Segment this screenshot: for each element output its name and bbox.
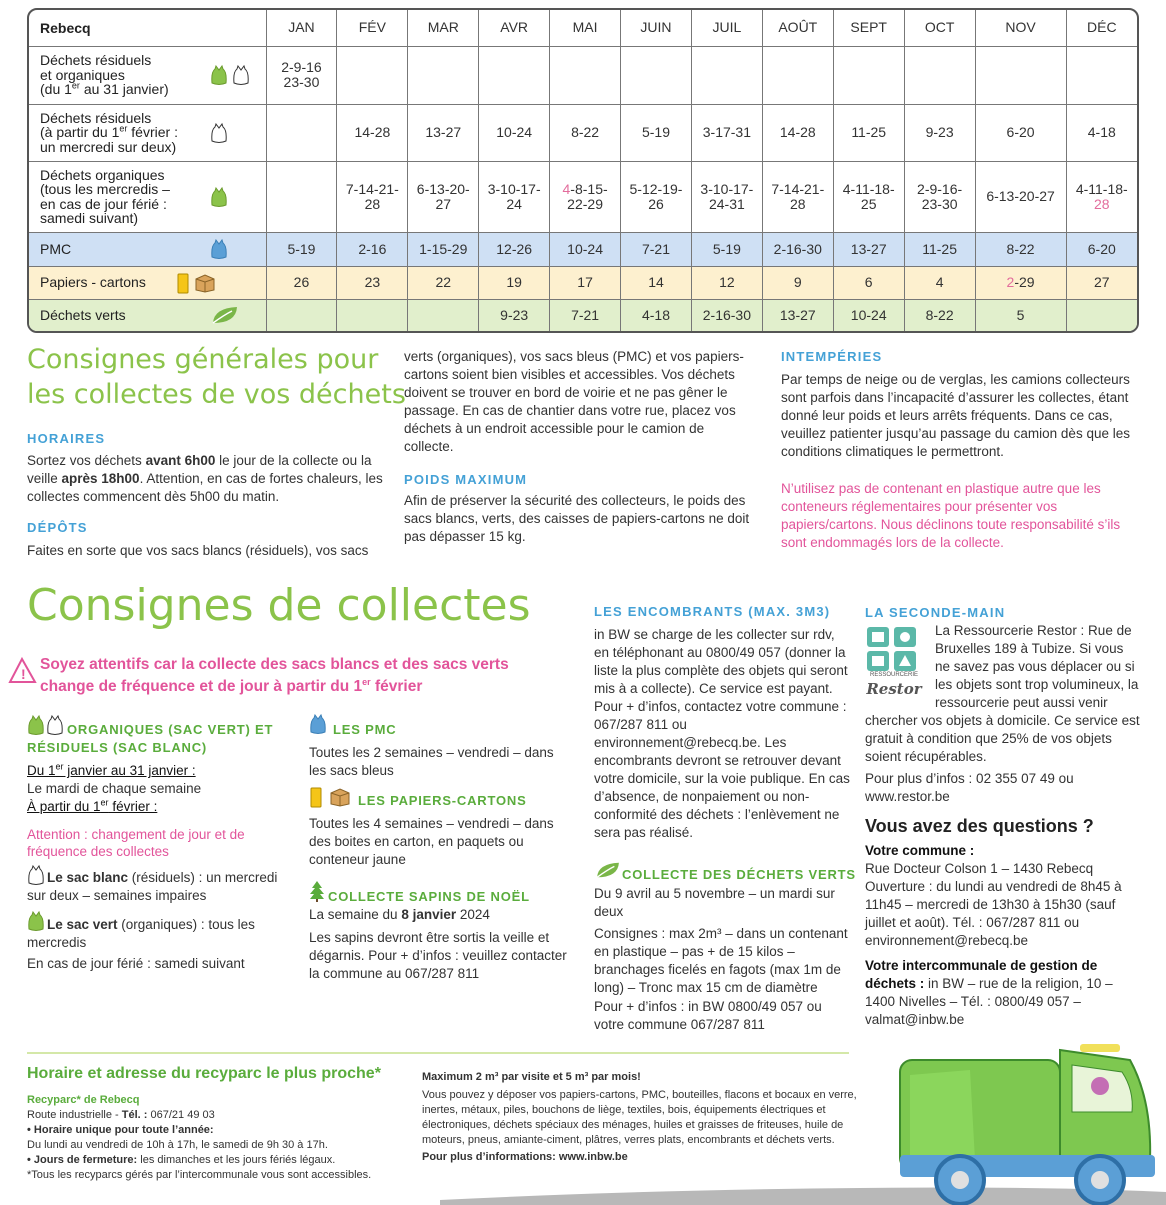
month-apr: AVR <box>479 10 550 46</box>
sapins-text: Les sapins devront être sortis la veille et dégarnis. Pour + d’infos : veuillez contacter la commune au 067/287 811 <box>309 930 567 981</box>
row-label-line: un mercredi sur deux) <box>40 138 177 155</box>
calendar-cell: 13-27 <box>762 299 833 331</box>
calendar-cell: 11-25 <box>904 232 975 266</box>
calendar-cell: 9 <box>762 266 833 299</box>
dechets-verts-info: Pour + d’infos : in BW 0800/49 057 ou votre commune 067/287 811 <box>594 999 822 1032</box>
calendar-cell: 14 <box>621 266 692 299</box>
sac-vert-text: Le sac vert (organiques) : tous les mercredis <box>27 917 255 950</box>
row-label-line: Déchets organiques <box>40 166 165 183</box>
calendar-cell: 7-21 <box>621 232 692 266</box>
calendar-cell: 5-12-19- 26 <box>621 161 692 232</box>
green-bag-icon <box>210 64 228 86</box>
seconde-main-heading: LA SECONDE-MAIN <box>865 605 1006 620</box>
month-oct: OCT <box>904 10 975 46</box>
month-mar: MAR <box>408 10 479 46</box>
calendar-cell: 7-14-21- 28 <box>337 161 408 232</box>
calendar-cell: 2-16-30 <box>691 299 762 331</box>
calendar-cell: 9-23 <box>479 299 550 331</box>
month-jun: JUIN <box>621 10 692 46</box>
seconde-main-service: chercher vos objets à domicile. Ce service est gratuit à condition que 25% de vos objets soient récupérables. <box>865 713 1140 764</box>
calendar-cell: 10-24 <box>550 232 621 266</box>
table-row <box>29 299 1137 331</box>
calendar-cell: 27 <box>1066 266 1137 299</box>
calendar-cell: 10-24 <box>479 104 550 161</box>
calendar-cell: 4-18 <box>621 299 692 331</box>
calendar-cell: 6-20 <box>1066 232 1137 266</box>
calendar-cell: 3-10-17- 24-31 <box>691 161 762 232</box>
row-label: Papiers - cartons <box>40 274 146 291</box>
calendar-cell: 3-10-17- 24 <box>479 161 550 232</box>
blue-bag-icon <box>309 713 327 735</box>
row-label-line: en cas de jour férié : <box>40 195 167 212</box>
seconde-main-text: La Ressourcerie Restor : Rue de Bruxelles 189 à Tubize. Si vous ne savez pas vous déplacer ou si les objets sont trop volumineux, la ressourcerie peut aussi venir <box>935 623 1139 710</box>
questions-heading: Vous avez des questions ? <box>865 816 1094 836</box>
row-label-line: samedi suivant) <box>40 210 139 226</box>
recyparc-heading: Horaire et adresse du recyparc le plus proche* <box>27 1065 381 1082</box>
green-bag-icon <box>210 186 228 208</box>
dechets-verts-rules: Consignes : max 2m³ – dans un contenant en plastique – pas + de 15 kilos – branchages ficelés en fagots (max 1m de long) – Tronc max 15 cm de diamètre <box>594 926 848 995</box>
row-label-line: Déchets résiduels <box>40 109 152 126</box>
calendar-cell: 6 <box>833 266 904 299</box>
table-row <box>29 161 1137 232</box>
calendar-cell: 5-19 <box>691 232 762 266</box>
depots-heading: DÉPÔTS <box>27 520 88 535</box>
calendar-cell: 8-22 <box>550 104 621 161</box>
general-instructions-title: Consignes générales pour les collectes de vos déchets <box>27 344 406 410</box>
calendar-cell: 10-24 <box>833 299 904 331</box>
sac-blanc-text: Le sac blanc (résiduels) : un mercredi sur deux – semaines impaires <box>27 870 278 903</box>
sapins-date: La semaine du 8 janvier 2024 <box>309 907 490 922</box>
calendar-cell: 26 <box>266 266 337 299</box>
recyparc-infos: Pour plus d’informations: www.inbw.be <box>422 1151 628 1163</box>
row-label-line: Déchets résiduels <box>40 52 152 69</box>
calendar-cell: 7-21 <box>550 299 621 331</box>
calendar-cell: 3-17-31 <box>691 104 762 161</box>
depots-text-continued: verts (organiques), vos sacs bleus (PMC) et vos papiers-cartons soient bien visibles et accessibles. Vos déchets doivent se trouver en bord de voirie et ne pas gêner le passage. En cas de chantier dans votre rue, placez vos déchets à un endroit accessible pour le camion de collecte. <box>404 349 744 454</box>
yellow-bin-icon <box>309 786 323 808</box>
calendar-cell: 12-26 <box>479 232 550 266</box>
collection-instructions-title: Consignes de collectes <box>27 580 531 631</box>
calendar-cell: 14-28 <box>337 104 408 161</box>
calendar-cell: 2-16-30 <box>762 232 833 266</box>
month-jul: JUIL <box>691 10 762 46</box>
calendar-cell: 4-11-18- 28 <box>1066 161 1137 232</box>
calendar-cell: 2-9-16 23-30 <box>266 46 337 104</box>
tree-icon <box>309 880 325 902</box>
row-label-line: (tous les mercredis – <box>40 181 170 197</box>
poids-heading: POIDS MAXIMUM <box>404 472 528 487</box>
calendar-cell: 6-20 <box>975 104 1066 161</box>
pmc-heading: LES PMC <box>333 722 397 737</box>
intemperies-heading: INTEMPÉRIES <box>781 349 883 364</box>
calendar-cell: 19 <box>479 266 550 299</box>
row-label-line: et organiques <box>40 66 125 83</box>
row-label: Déchets verts <box>40 307 126 323</box>
month-may: MAI <box>550 10 621 46</box>
calendar-cell: 6-13-20- 27 <box>408 161 479 232</box>
calendar-cell: 14-28 <box>762 104 833 161</box>
papiers-heading: LES PAPIERS-CARTONS <box>358 793 527 808</box>
row-label: PMC <box>40 240 72 257</box>
calendar-cell: 2-9-16- 23-30 <box>904 161 975 232</box>
organiques-schedule: Du 1er janvier au 31 janvier : Le mardi de chaque semaine À partir du 1er février : <box>27 761 202 814</box>
calendar-cell: 4-18 <box>1066 104 1137 161</box>
calendar-cell: 13-27 <box>833 232 904 266</box>
month-aug: AOÛT <box>762 10 833 46</box>
blue-bag-icon <box>210 238 228 260</box>
calendar-cell: 6-13-20-27 <box>975 161 1066 232</box>
encombrants-text: in BW se charge de les collecter sur rdv, en téléphonant au 0800/49 057 (donner la liste la plus complète des objets qui seront mis à a collecte). Ce service est payant. Pour + d’infos, contactez votre commune : 067/287 811 ou environnement@rebecq.be. Les encombrants devront se retrouver devant votre domicile, sur la voie publique. En cas d’absence, de nonpaiement ou non-conformité des déchets : l’enlèvement ne sera pas réalisé. <box>594 627 850 840</box>
calendar-cell: 4 <box>904 266 975 299</box>
truck-illustration <box>440 1020 1166 1205</box>
cardboard-box-icon <box>194 273 216 293</box>
white-bag-icon <box>232 64 250 86</box>
papiers-text: Toutes les 4 semaines – vendredi – dans des boites en carton, en paquets ou conteneur jaune <box>309 816 554 867</box>
horaires-text: Sortez vos déchets avant 6h00 le jour de la collecte ou la veille après 18h00. Attention, en cas de fortes chaleurs, les collectes commencent dès 5h00 du matin. <box>27 453 383 504</box>
calendar-cell: 8-22 <box>975 232 1066 266</box>
calendar-cell: 7-14-21- 28 <box>762 161 833 232</box>
table-row: Déchets résiduels (à partir du 1er février : un mercredi sur deux) 14-28 13-27 10-24 8-22 5-19 3-17-31 14-28 11-25 9-23 6-20 4-18 <box>29 104 1137 161</box>
collection-calendar <box>27 8 1139 333</box>
restor-logo: RESSOURCERIE Restor <box>864 624 924 702</box>
calendar-cell: 4-11-18- 25 <box>833 161 904 232</box>
calendar-cell: 9-23 <box>904 104 975 161</box>
jour-ferie-text: En cas de jour férié : samedi suivant <box>27 956 245 971</box>
calendar-header-row <box>29 10 1137 46</box>
plastic-warning: N’utilisez pas de contenant en plastique autre que les conteneurs réglementaires pour présenter vos papiers/cartons. Nous déclinons toute responsabilité s’ils sont endommagés lors de la collecte. <box>781 481 1121 550</box>
dechets-verts-heading: COLLECTE DES DÉCHETS VERTS <box>622 867 856 882</box>
recyparc-details: Recyparc* de Rebecq Route industrielle - Tél. : 067/21 49 03 • Horaire unique pour toute l’année: Du lundi au vendredi de 10h à 17h, le samedi de 9h 30 à 17h. • Jours de fermeture: les dimanches et les jours fériés légaux. *Tous les recyparcs gérés par l’intercommunale vous sont accessibles. <box>27 1094 372 1181</box>
cardboard-box-icon <box>328 787 352 807</box>
month-jan: JAN <box>266 10 337 46</box>
poids-text: Afin de préserver la sécurité des collecteurs, le poids des sacs blancs, verts, des caisses de papiers-cartons ne doit pas dépasser 15 kg. <box>404 493 750 544</box>
recyparc-max: Maximum 2 m³ par visite et 5 m³ par mois! <box>422 1071 641 1083</box>
calendar-cell: 2-29 <box>975 266 1066 299</box>
calendar-cell: 1-15-29 <box>408 232 479 266</box>
calendar-cell: 17 <box>550 266 621 299</box>
table-row: Déchets résiduels et organiques (du 1er au 31 janvier) 2-9-16 23-30 <box>29 46 1137 104</box>
svg-text:!: ! <box>21 666 26 682</box>
seconde-main-info: Pour plus d’infos : 02 355 07 49 ou www.restor.be <box>865 771 1074 804</box>
month-sep: SEPT <box>833 10 904 46</box>
white-bag-icon <box>210 122 228 144</box>
calendar-cell: 23 <box>337 266 408 299</box>
yellow-bin-icon <box>176 272 190 294</box>
calendar-cell: 12 <box>691 266 762 299</box>
calendar-cell: 2-16 <box>337 232 408 266</box>
dechets-verts-period: Du 9 avril au 5 novembre – un mardi sur deux <box>594 886 835 919</box>
leaf-icon <box>210 304 240 326</box>
intemperies-text: Par temps de neige ou de verglas, les camions collecteurs sont parfois dans l’incapacité d’assurer les collectes, étant donné leur poids et leurs arrêts fréquents. Dans ce cas, veuillez patienter jusqu’au passage du camion dès que les conditions climatiques le permettront. <box>781 372 1130 459</box>
depots-text: Faites en sorte que vos sacs blancs (résiduels), vos sacs <box>27 543 369 558</box>
intercommunale-text: Votre intercommunale de gestion de déchets : in BW – rue de la religion, 10 – 1400 Nivelles – Tél. : 0800/49 057 – valmat@inbw.be <box>865 958 1113 1027</box>
calendar-cell: 8-22 <box>904 299 975 331</box>
month-dec: DÉC <box>1066 10 1137 46</box>
calendar-cell: 13-27 <box>408 104 479 161</box>
calendar-cell: 5-19 <box>621 104 692 161</box>
sapins-heading: COLLECTE SAPINS DE NOËL <box>328 889 530 904</box>
frequency-warning: Soyez attentifs car la collecte des sacs blancs et des sacs verts change de fréquence et de jour à partir du 1er février <box>40 656 509 695</box>
calendar-cell: 5 <box>975 299 1066 331</box>
commune-name: Rebecq <box>29 10 266 46</box>
organiques-heading: ORGANIQUES (SAC VERT) ET RÉSIDUELS (SAC BLANC) <box>27 722 274 755</box>
month-feb: FÉV <box>337 10 408 46</box>
encombrants-heading: LES ENCOMBRANTS (MAX. 3M3) <box>594 604 831 619</box>
warning-icon <box>8 656 38 686</box>
calendar-cell: 11-25 <box>833 104 904 161</box>
commune-label: Votre commune : <box>865 843 975 858</box>
change-attention: Attention : changement de jour et de fréquence des collectes <box>27 827 245 859</box>
leaf-icon <box>594 860 622 880</box>
horaires-heading: HORAIRES <box>27 431 106 446</box>
calendar-cell: 4-8-15- 22-29 <box>550 161 621 232</box>
month-nov: NOV <box>975 10 1066 46</box>
recyparc-deposer: Vous pouvez y déposer vos papiers-cartons, PMC, bouteilles, flacons et bocaux en verre, inertes, métaux, piles, bouchons de liège, textiles, bois, équipements électriques et électroniques, déchets spéciaux des ménages, huiles et graisses de friteuses, huile de moteurs, pneus, amiante-ciment, plâtres, verres plats, encombrants et déchets verts. <box>422 1089 857 1146</box>
table-row <box>29 232 1137 266</box>
table-row <box>29 266 1137 299</box>
pmc-text: Toutes les 2 semaines – vendredi – dans les sacs bleus <box>309 745 554 778</box>
calendar-cell: 5-19 <box>266 232 337 266</box>
commune-text: Rue Docteur Colson 1 – 1430 Rebecq Ouverture : du lundi au vendredi de 8h45 à 11h45 – mercredi de 13h30 à 15h30 (sauf juillet et août). Tél. : 067/287 811 ou environnement@rebecq.be <box>865 861 1122 948</box>
calendar-cell: 22 <box>408 266 479 299</box>
